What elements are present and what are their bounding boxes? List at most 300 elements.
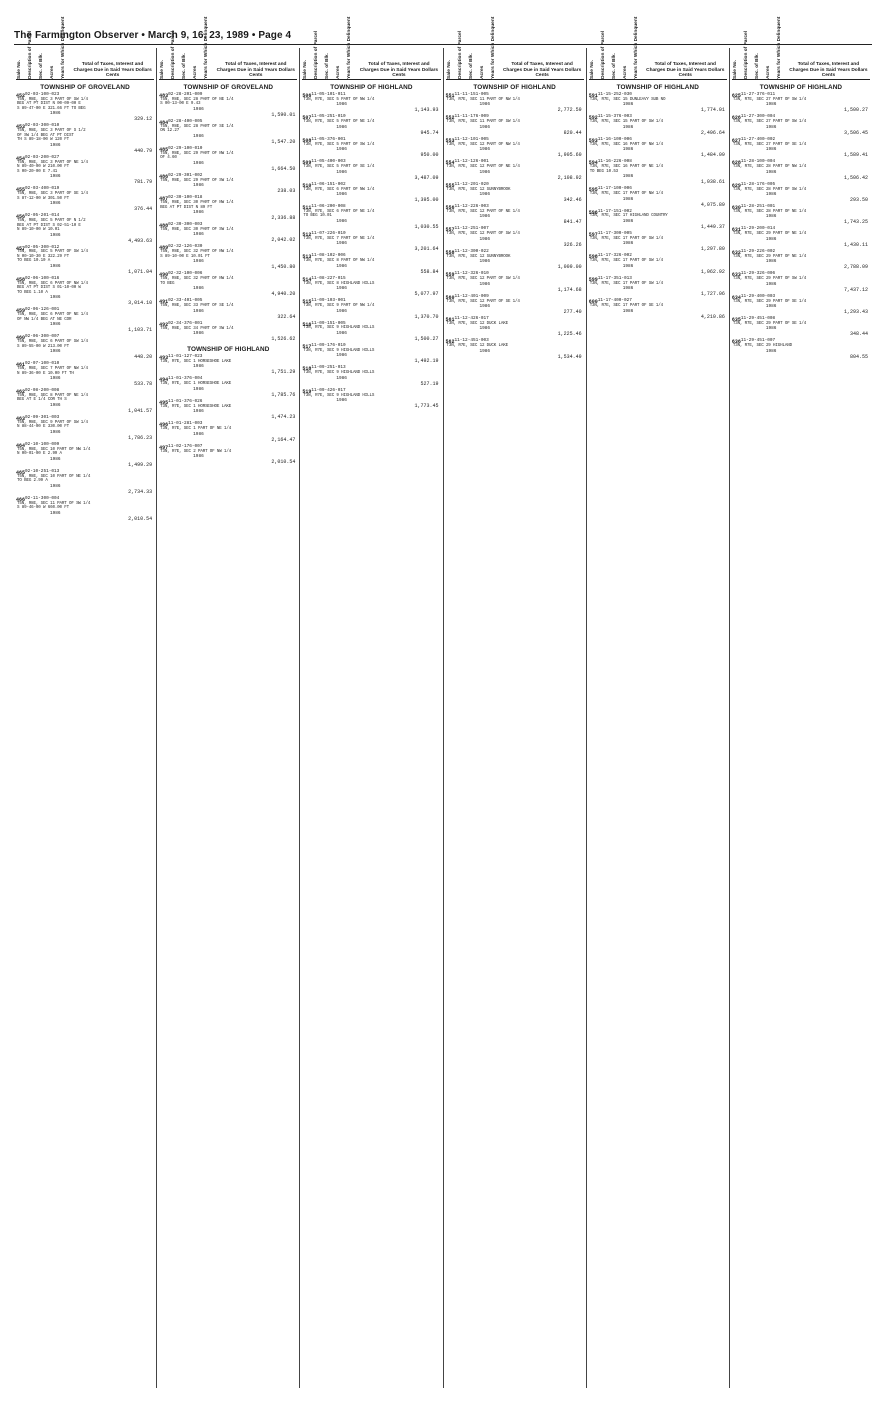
parcel-number: 02-06-100-016 bbox=[25, 275, 60, 281]
parcel-number: 02-30-300-003 bbox=[168, 222, 203, 228]
sale-number: 508 bbox=[302, 137, 312, 144]
legal-description-line: T3N, R7E, SEC 17 PART OF SE 1/4 bbox=[589, 304, 663, 309]
parcel-entry bbox=[302, 254, 440, 274]
sale-number: 464 bbox=[16, 442, 26, 449]
parcel-number: 11-29-451-008 bbox=[740, 316, 776, 322]
parcel-entry bbox=[302, 160, 440, 180]
total-due: 1,297.80 bbox=[700, 246, 725, 253]
sale-number: 626 bbox=[731, 115, 741, 122]
sale-number: 597 bbox=[588, 231, 598, 238]
total-due: 1,038.61 bbox=[700, 179, 725, 186]
column-header-sale-no: Sale No. bbox=[732, 60, 738, 79]
parcel-number: 02-28-400-005 bbox=[168, 118, 203, 124]
column-header bbox=[16, 16, 154, 80]
legal-description-line: T5N, R8E, SEC 6 PART OF NW 1/4 bbox=[17, 281, 88, 286]
sale-number: 559 bbox=[445, 272, 455, 279]
total-due: 5,077.97 bbox=[414, 291, 439, 298]
legal-description-line: T3N, R7E, SEC 12 PART OF SW 1/4 bbox=[446, 277, 520, 282]
column-header-section: Sec. of Blk. bbox=[468, 53, 474, 79]
delinquent-year: 1986 bbox=[765, 326, 777, 332]
total-due: 1,430.11 bbox=[844, 241, 869, 248]
parcel-number: 11-17-151-002 bbox=[597, 208, 632, 214]
total-due: 376.44 bbox=[134, 206, 153, 213]
sale-number: 561 bbox=[445, 317, 455, 324]
listing-column bbox=[587, 16, 730, 1388]
delinquent-year: 1986 bbox=[193, 454, 204, 460]
sale-number: 516 bbox=[302, 321, 312, 328]
sale-number: 560 bbox=[445, 294, 455, 301]
parcel-entry bbox=[159, 147, 297, 172]
legal-description-line: T3N, R7E, SEC 12 PART OF NE 1/4 bbox=[446, 209, 520, 214]
delinquent-year: 1986 bbox=[765, 147, 777, 153]
legal-description-line: T3N, R7E, SEC 12 PART OF SE 1/4 bbox=[446, 299, 520, 304]
parcel-number: 11-12-251-007 bbox=[454, 226, 489, 232]
total-due: 1,225.46 bbox=[557, 331, 582, 338]
delinquent-year: 1986 bbox=[622, 286, 634, 292]
delinquent-year: 1986 bbox=[622, 102, 634, 108]
legal-description-line: S 89-46-00 W 660.00 FT bbox=[17, 506, 69, 511]
parcel-entry bbox=[302, 277, 440, 297]
delinquent-year: 1986 bbox=[50, 376, 61, 382]
parcel-number: 02-03-100-023 bbox=[25, 92, 60, 97]
delinquent-year: 1986 bbox=[50, 201, 61, 207]
column-header-years: Years for Which Delinquent bbox=[61, 16, 66, 79]
total-due: 2,164.47 bbox=[271, 436, 296, 443]
legal-description-line: T5N, R8E, SEC 6 PART OF SW 1/4 bbox=[17, 340, 88, 345]
legal-description-line: T3N, R7E, SEC 1 HORSESHOE LAKE bbox=[160, 382, 232, 387]
delinquent-year: 1986 bbox=[193, 259, 204, 265]
parcel-entry bbox=[589, 138, 727, 158]
legal-description-line: BEG AT PT DIST S 01-10-00 W bbox=[17, 286, 81, 291]
legal-description-line: T5N, R8E, SEC 7 PART OF NW 1/4 bbox=[17, 367, 88, 372]
delinquent-year: 1986 bbox=[336, 169, 347, 175]
legal-description-line: T3N, R7E, SEC 6 PART OF NE 1/4 bbox=[303, 209, 375, 214]
legal-description-line: S 89-55-00 W 213.00 FT bbox=[17, 344, 69, 349]
delinquent-year: 1986 bbox=[193, 183, 204, 189]
parcel-entry bbox=[589, 93, 727, 113]
parcel-number: 11-28-251-001 bbox=[740, 204, 776, 210]
legal-description-line: S 89-10-00 E 10.01 FT bbox=[160, 254, 210, 259]
parcel-number: 11-01-281-003 bbox=[168, 421, 203, 427]
total-due: 2,788.09 bbox=[844, 264, 869, 271]
parcel-entry bbox=[16, 416, 154, 441]
delinquent-year: 1986 bbox=[193, 160, 204, 166]
delinquent-year: 1986 bbox=[50, 456, 61, 462]
column-header-section: Sec. of Blk. bbox=[39, 53, 44, 79]
parcel-entry bbox=[446, 115, 584, 135]
legal-description-line: T3N, R7E, SEC 12 SUNNYBROOK bbox=[446, 187, 511, 192]
total-due: 4,210.86 bbox=[700, 313, 725, 320]
legal-description-line: T5N, R8E, SEC 34 PART OF SW 1/4 bbox=[160, 326, 234, 331]
parcel-number: 11-06-151-002 bbox=[311, 181, 346, 187]
parcel-number: 11-08-227-015 bbox=[311, 275, 346, 281]
total-due: 2,010.54 bbox=[271, 459, 296, 466]
sale-number: 634 bbox=[731, 294, 741, 301]
entry-list bbox=[302, 93, 440, 409]
delinquent-year: 1986 bbox=[193, 232, 204, 238]
parcel-entry bbox=[302, 115, 440, 135]
total-due: 527.19 bbox=[420, 380, 439, 387]
sale-number: 600 bbox=[588, 299, 598, 306]
parcel-entry bbox=[302, 299, 440, 319]
parcel-number: 02-08-200-008 bbox=[25, 388, 60, 394]
parcel-entry bbox=[159, 422, 297, 442]
column-header-description: Description of Parcel bbox=[600, 31, 606, 79]
column-header-total: Total of Taxes, Interest and Charges Due in Said Years Dollars Cents bbox=[646, 62, 725, 78]
delinquent-year: 1986 bbox=[479, 147, 491, 153]
delinquent-year: 1986 bbox=[622, 147, 634, 153]
delinquent-year: 1986 bbox=[479, 304, 491, 310]
legal-description-line: OF SW 1/4 BEG AT PT DIST bbox=[17, 133, 74, 138]
parcel-entry bbox=[159, 223, 297, 243]
legal-description-line: T3N, R7E, SEC 9 HIGHLAND HILLS bbox=[303, 326, 375, 331]
delinquent-year: 1986 bbox=[336, 330, 347, 336]
legal-description-line: T5N, R8E, SEC 6 PART OF NE 1/4 bbox=[17, 313, 88, 318]
township-heading: TOWNSHIP OF HIGHLAND bbox=[187, 346, 270, 354]
sale-number: 628 bbox=[731, 160, 741, 167]
parcel-entry bbox=[16, 308, 154, 333]
parcel-number: 02-03-400-019 bbox=[25, 186, 60, 192]
total-due: 342.46 bbox=[563, 197, 582, 204]
delinquent-year: 1986 bbox=[50, 142, 61, 148]
parcel-number: 11-07-226-010 bbox=[311, 230, 346, 236]
delinquent-year: 1986 bbox=[336, 192, 347, 198]
parcel-entry bbox=[446, 295, 584, 315]
total-due: 7,437.12 bbox=[844, 286, 869, 293]
column-header-sale-no: Sale No. bbox=[303, 60, 309, 79]
parcel-number: 11-11-151-005 bbox=[454, 92, 489, 97]
delinquent-year: 1986 bbox=[765, 281, 777, 287]
sale-number: 458 bbox=[16, 276, 26, 283]
delinquent-year: 1986 bbox=[50, 295, 61, 301]
delinquent-year: 1986 bbox=[765, 236, 777, 242]
parcel-number: 11-12-426-017 bbox=[454, 316, 489, 322]
total-due: 1,492.19 bbox=[414, 358, 439, 365]
sale-number: 632 bbox=[731, 249, 741, 256]
parcel-number: 11-12-326-010 bbox=[454, 271, 489, 277]
parcel-number: 11-17-300-005 bbox=[597, 230, 632, 236]
total-due: 1,727.06 bbox=[700, 291, 725, 298]
entry-list bbox=[16, 93, 154, 522]
sale-number: 517 bbox=[302, 343, 312, 350]
parcel-entry bbox=[589, 277, 727, 297]
sale-number: 485 bbox=[159, 146, 169, 153]
legal-description-line: T3N, R7E, SEC 2 PART OF NW 1/4 bbox=[160, 449, 232, 454]
legal-description-line: TO BEG 10.01 bbox=[303, 214, 332, 219]
legal-description-line: S 89-47-00 E 321.66 FT TO BEG bbox=[17, 106, 86, 111]
column-header-section: Sec. of Blk. bbox=[611, 53, 617, 79]
parcel-number: 11-17-351-013 bbox=[597, 275, 632, 281]
legal-description-line: T3N, R7E, SEC 16 PART OF NW 1/4 bbox=[589, 142, 663, 147]
parcel-entry bbox=[159, 196, 297, 221]
delinquent-year: 1986 bbox=[622, 124, 634, 130]
parcel-number: 02-32-126-030 bbox=[168, 244, 203, 250]
parcel-entry bbox=[16, 124, 154, 153]
parcel-number: 11-12-126-001 bbox=[454, 159, 489, 165]
column-header-total: Total of Taxes, Interest and Charges Due in Said Years Dollars Cents bbox=[73, 62, 152, 78]
parcel-entry bbox=[16, 497, 154, 522]
sale-number: 558 bbox=[445, 249, 455, 256]
delinquent-year: 1986 bbox=[479, 326, 491, 332]
parcel-entry bbox=[302, 389, 440, 409]
parcel-number: 11-16-100-006 bbox=[597, 136, 632, 142]
parcel-number: 11-01-376-004 bbox=[168, 376, 203, 382]
parcel-number: 11-02-176-007 bbox=[168, 443, 203, 449]
parcel-number: 02-30-100-018 bbox=[168, 195, 203, 201]
legal-description-line: T3N, R7E, SEC 15 PART OF SW 1/4 bbox=[589, 120, 663, 125]
legal-description-line: T3N, R7E, SEC 1 PART OF NE 1/4 bbox=[160, 427, 232, 432]
delinquent-year: 1986 bbox=[336, 102, 347, 108]
legal-description-line: T5N, R8E, SEC 10 PART OF NW 1/4 bbox=[17, 447, 91, 452]
delinquent-year: 1986 bbox=[765, 259, 777, 265]
legal-description-line: BEG AT PT DIST S 02-51-10 E bbox=[17, 223, 81, 228]
legal-description-line: T5N, R8E, SEC 29 PART OF NW 1/4 bbox=[160, 151, 234, 156]
sale-number: 625 bbox=[731, 93, 741, 99]
column-header bbox=[302, 16, 440, 80]
sale-number: 489 bbox=[159, 245, 169, 252]
legal-description-line: T3N, R7E, SEC 8 HIGHLAND HILLS bbox=[303, 281, 375, 286]
legal-description-line: S 00-13-00 E 9.43 bbox=[160, 102, 201, 107]
township-heading: TOWNSHIP OF HIGHLAND bbox=[330, 84, 413, 91]
legal-description-line: T3N, R7E, SEC 17 PART OF NW 1/4 bbox=[589, 192, 663, 197]
parcel-number: 11-01-376-026 bbox=[168, 398, 203, 404]
sale-number: 595 bbox=[588, 187, 598, 194]
legal-description-line: T3N, R7E, SEC 29 PART OF NE 1/4 bbox=[732, 254, 807, 259]
delinquent-year: 1986 bbox=[336, 375, 347, 381]
parcel-entry bbox=[159, 322, 297, 342]
parcel-entry bbox=[446, 183, 584, 203]
sale-number: 598 bbox=[588, 254, 598, 261]
legal-description-line: T5N, R8E, SEC 29 PART OF SW 1/4 bbox=[160, 178, 234, 183]
parcel-number: 11-01-127-023 bbox=[168, 354, 203, 360]
parcel-number: 02-06-126-001 bbox=[25, 307, 60, 313]
total-due: 1,103.71 bbox=[128, 327, 153, 334]
delinquent-year: 1986 bbox=[50, 510, 61, 516]
sale-number: 555 bbox=[445, 182, 455, 189]
legal-description-line: T3N, R7E, SEC 28 PART OF NE 1/4 bbox=[732, 209, 807, 214]
sale-number: 562 bbox=[445, 339, 455, 346]
sale-number: 509 bbox=[302, 160, 312, 167]
delinquent-year: 1986 bbox=[479, 102, 491, 108]
sale-number: 494 bbox=[159, 377, 169, 384]
sale-number: 456 bbox=[16, 214, 26, 221]
column-header-section: Sec. of Blk. bbox=[325, 53, 331, 79]
legal-description-line: N 00-10-30 E 322.29 FT bbox=[17, 254, 69, 259]
delinquent-year: 1986 bbox=[336, 147, 347, 153]
parcel-number: 02-29-100-010 bbox=[168, 145, 203, 151]
parcel-entry bbox=[302, 205, 440, 230]
delinquent-year: 1986 bbox=[336, 241, 347, 247]
legal-description-line: BEG AT E 1/4 COR TH S bbox=[17, 398, 67, 403]
total-due: 293.50 bbox=[850, 197, 869, 204]
total-due: 2,042.02 bbox=[271, 237, 296, 244]
sale-number: 556 bbox=[445, 205, 455, 212]
column-header-description: Description of Parcel bbox=[314, 31, 320, 79]
parcel-entry bbox=[589, 115, 727, 135]
parcel-number: 11-06-200-008 bbox=[311, 204, 346, 210]
legal-description-line: T3N, R7E, SEC 1 HORSESHOE LAKE bbox=[160, 404, 232, 409]
sale-number: 636 bbox=[731, 339, 741, 346]
sale-number: 592 bbox=[588, 115, 598, 122]
parcel-number: 02-34-376-001 bbox=[168, 320, 203, 326]
parcel-entry bbox=[732, 93, 870, 113]
parcel-entry bbox=[732, 272, 870, 292]
parcel-number: 11-12-401-009 bbox=[454, 293, 489, 299]
legal-description-line: T3N, R7E, SEC 11 PART OF SW 1/4 bbox=[446, 120, 520, 125]
parcel-number: 11-12-201-020 bbox=[454, 181, 489, 187]
column-header-description: Description of Parcel bbox=[457, 31, 463, 79]
legal-description-line: T3N, R7E, SEC 1 HORSESHOE LAKE bbox=[160, 359, 232, 364]
sale-number: 455 bbox=[16, 187, 26, 194]
parcel-entry bbox=[589, 160, 727, 185]
total-due: 2,010.54 bbox=[128, 515, 153, 522]
total-due: 1,143.93 bbox=[414, 107, 439, 114]
sale-number: 466 bbox=[16, 496, 26, 503]
total-due: 4,075.89 bbox=[700, 201, 725, 208]
parcel-entry bbox=[732, 339, 870, 359]
delinquent-year: 1986 bbox=[50, 429, 61, 435]
legal-description-line: N 89-36-00 E 10.00 FT TH bbox=[17, 371, 74, 376]
sale-number: 553 bbox=[445, 137, 455, 144]
parcel-number: 02-07-100-010 bbox=[25, 361, 60, 367]
total-due: 1,030.55 bbox=[414, 223, 439, 230]
parcel-number: 02-03-300-010 bbox=[25, 123, 60, 129]
parcel-entry bbox=[159, 299, 297, 319]
sale-number: 495 bbox=[159, 399, 169, 406]
legal-description-line: TH S 89-18-00 W 120 FT bbox=[17, 138, 69, 143]
parcel-entry bbox=[16, 93, 154, 122]
sale-number: 514 bbox=[302, 276, 312, 283]
total-due: 3,506.45 bbox=[844, 129, 869, 136]
parcel-entry bbox=[732, 250, 870, 270]
delinquent-year: 1986 bbox=[765, 304, 777, 310]
legal-description-line: S 00-20-00 E 7.41 bbox=[17, 169, 58, 174]
legal-description-line: T3N, R7E, SEC 27 PART OF SW 1/4 bbox=[732, 97, 807, 102]
parcel-number: 11-29-200-014 bbox=[740, 226, 776, 232]
legal-description-line: T5N, R8E, SEC 28 PART OF SE 1/4 bbox=[160, 124, 234, 129]
parcel-number: 11-27-400-002 bbox=[740, 136, 776, 142]
parcel-number: 11-08-102-006 bbox=[311, 253, 346, 259]
sale-number: 557 bbox=[445, 227, 455, 234]
parcel-number: 11-17-400-027 bbox=[597, 298, 632, 304]
delinquent-year: 1986 bbox=[479, 169, 491, 175]
total-due: 1,062.92 bbox=[700, 268, 725, 275]
delinquent-year: 1986 bbox=[622, 241, 634, 247]
parcel-number: 02-06-300-007 bbox=[25, 334, 60, 340]
parcel-entry bbox=[589, 299, 727, 319]
total-due: 1,773.45 bbox=[414, 403, 439, 410]
delinquent-year: 1986 bbox=[765, 124, 777, 130]
delinquent-year: 1986 bbox=[193, 106, 204, 112]
delinquent-year: 1986 bbox=[193, 133, 204, 139]
parcel-entry bbox=[16, 246, 154, 275]
parcel-number: 11-05-251-010 bbox=[311, 114, 346, 120]
entry-list bbox=[732, 93, 870, 360]
legal-description-line: T5N, R8E, SEC 28 PART OF NE 1/4 bbox=[160, 97, 234, 102]
delinquent-year: 1986 bbox=[765, 348, 777, 354]
total-due: 1,590.01 bbox=[271, 111, 296, 118]
delinquent-year: 1986 bbox=[479, 192, 491, 198]
parcel-entry bbox=[446, 138, 584, 158]
listing-column bbox=[730, 16, 872, 1388]
sale-number: 492 bbox=[159, 321, 169, 328]
sale-number: 465 bbox=[16, 469, 26, 476]
parcel-entry bbox=[732, 205, 870, 225]
legal-description-line: T3N, R7E, SEC 29 PART OF SE 1/4 bbox=[732, 321, 807, 326]
masthead: The Farmington Observer • March 9, 16, 23, 1989 • Page 4 bbox=[14, 30, 292, 41]
legal-description-line: TO BEG 10.10 A bbox=[17, 259, 51, 264]
parcel-number: 11-05-101-011 bbox=[311, 92, 346, 97]
column-header-sale-no: Sale No. bbox=[17, 60, 22, 79]
legal-description-line: T3N, R7E, SEC 17 PART OF SW 1/4 bbox=[589, 259, 663, 264]
parcel-number: 11-09-176-010 bbox=[311, 342, 346, 348]
legal-description-line: T5N, R8E, SEC 30 PART OF SW 1/4 bbox=[160, 227, 234, 232]
total-due: 1,786.23 bbox=[128, 434, 153, 441]
column-header-description: Description of Parcel bbox=[743, 31, 749, 79]
total-due: 4,493.63 bbox=[128, 237, 153, 244]
parcel-number: 02-09-301-003 bbox=[25, 414, 60, 420]
listing-column bbox=[444, 16, 587, 1388]
legal-description-line: T3N, R7E, SEC 28 PART OF NW 1/4 bbox=[732, 165, 807, 170]
parcel-number: 11-09-151-005 bbox=[311, 320, 346, 326]
delinquent-year: 1986 bbox=[336, 286, 347, 292]
parcel-entry bbox=[446, 205, 584, 225]
parcel-entry bbox=[446, 272, 584, 292]
column-header-acres: Acres bbox=[193, 65, 199, 79]
parcel-number: 02-10-100-009 bbox=[25, 441, 60, 447]
total-due: 820.44 bbox=[563, 129, 582, 136]
parcel-entry bbox=[159, 93, 297, 118]
delinquent-year: 1986 bbox=[50, 263, 61, 269]
parcel-number: 11-17-100-006 bbox=[597, 186, 632, 192]
legal-description-line: T3N, R7E, SEC 15 DUNLEAVY SUB NO bbox=[589, 97, 666, 102]
legal-description-line: T3N, R7E, SEC 17 PART OF SW 1/4 bbox=[589, 236, 663, 241]
column-header-years: Years for Which Delinquent bbox=[490, 16, 496, 79]
legal-description-line: T3N, R7E, SEC 12 PART OF NW 1/4 bbox=[446, 142, 520, 147]
parcel-entry bbox=[446, 160, 584, 180]
delinquent-year: 1986 bbox=[622, 174, 634, 180]
column-header-acres: Acres bbox=[336, 65, 342, 79]
delinquent-year: 1986 bbox=[50, 111, 61, 117]
parcel-entry bbox=[446, 227, 584, 247]
legal-description-line: T5N, R8E, SEC 30 PART OF NW 1/4 bbox=[160, 201, 234, 206]
total-due: 1,589.41 bbox=[844, 152, 869, 159]
column-header-acres: Acres bbox=[479, 65, 485, 79]
sale-number: 457 bbox=[16, 245, 26, 252]
parcel-entry bbox=[589, 210, 727, 230]
total-due: 1,474.23 bbox=[271, 414, 296, 421]
legal-description-line: T5N, R8E, SEC 32 PART OF NW 1/4 bbox=[160, 277, 234, 282]
parcel-entry bbox=[732, 227, 870, 247]
sale-number: 460 bbox=[16, 335, 26, 342]
parcel-entry bbox=[16, 362, 154, 387]
legal-description-line: T3N, R7E, SEC 8 PART OF NW 1/4 bbox=[303, 259, 375, 264]
sale-number: 594 bbox=[588, 160, 598, 167]
parcel-entry bbox=[159, 174, 297, 194]
total-due: 1,293.43 bbox=[844, 309, 869, 316]
column-header-section: Sec. of Blk. bbox=[182, 53, 188, 79]
sale-number: 627 bbox=[731, 137, 741, 144]
legal-description-line: T5N, R8E, SEC 3 PART OF SE 1/4 bbox=[17, 192, 88, 197]
township-heading: TOWNSHIP OF GROVELAND bbox=[183, 84, 274, 91]
legal-description-line: T3N, R7E, SEC 27 PART OF SE 1/4 bbox=[732, 142, 807, 147]
delinquent-year: 1986 bbox=[622, 263, 634, 269]
parcel-number: 11-12-451-003 bbox=[454, 338, 489, 344]
sale-number: 596 bbox=[588, 209, 598, 216]
legal-description-line: TO BEG bbox=[160, 281, 175, 286]
column-header-total: Total of Taxes, Interest and Charges Due in Said Years Dollars Cents bbox=[502, 62, 582, 78]
legal-description-line: N 89-40-00 W 210.00 FT bbox=[17, 165, 69, 170]
